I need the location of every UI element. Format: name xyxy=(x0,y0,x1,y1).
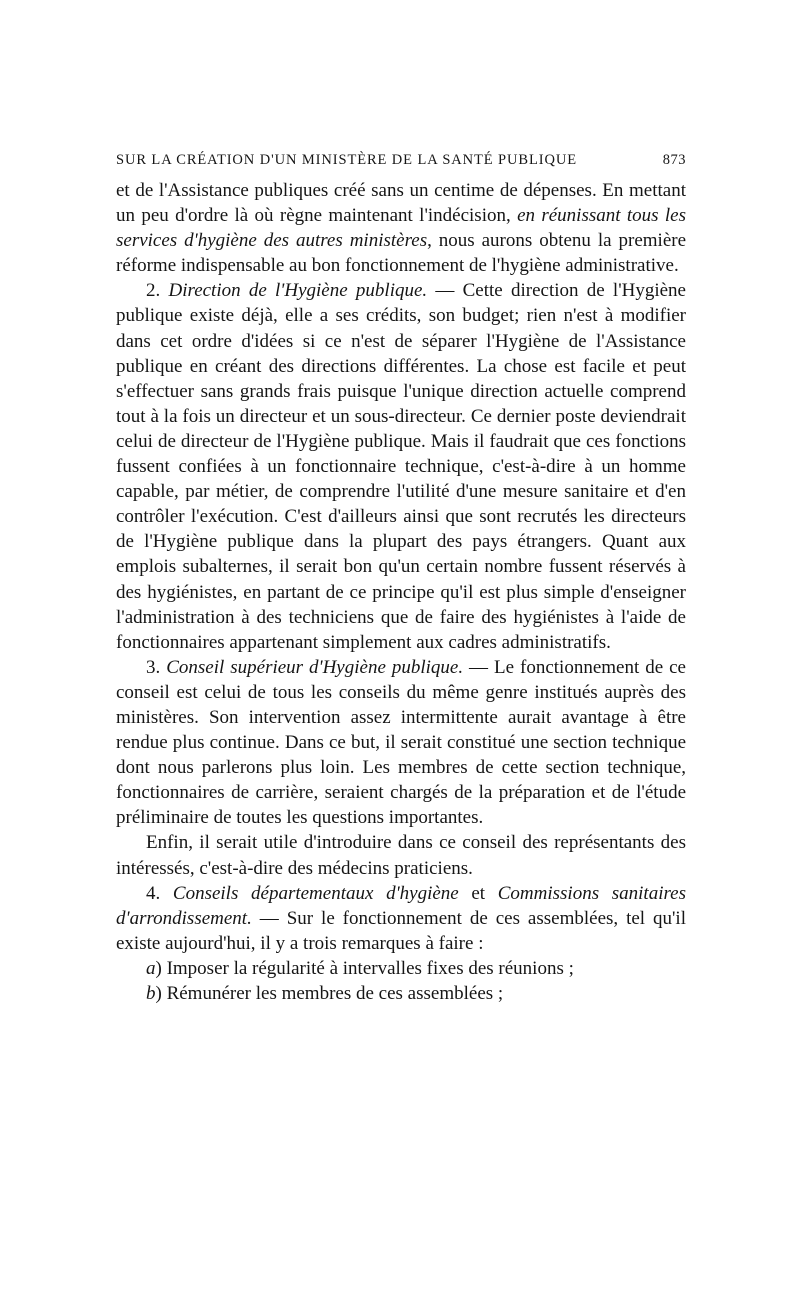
section-number-3: 3. xyxy=(146,656,167,678)
paragraph-1-text: et de l'Assistance publiques créé sans un centime de dépenses. En mettant un peu d'ordre là où règne maintenant l'indécision, xyxy=(116,180,686,227)
section-heading-direction-hygiene: Direction de l'Hygiène publique. xyxy=(168,280,428,302)
paragraph-conseil-superieur-text: — Le fonctionnement de ce conseil est celui de tous les conseils du même genre institués auprès des ministères. Son intervention assez intermittente aurait avantage à être rendue plus continue. Dans ce but, il serait constitué une section technique dont nous parlerons plus loin. Les membres de cette section technique, fonctionnaires de carrière, seraient chargés de la préparation et de l'étude préliminaire de toutes les questions importantes. xyxy=(116,656,686,829)
paragraph-enfin xyxy=(116,830,686,880)
paragraph-1 xyxy=(116,178,686,278)
list-item-b: b) Rémunérer les membres de ces assemblées ; xyxy=(146,983,504,1004)
list-marker-b: b xyxy=(146,983,156,1004)
running-head xyxy=(116,148,686,178)
running-head-title: SUR LA CRÉATION D'UN MINISTÈRE DE LA SANTÉ PUBLIQUE xyxy=(116,152,577,168)
section-number-2: 2. xyxy=(146,280,169,302)
paragraph-conseils-departementaux xyxy=(116,881,686,956)
paragraph-enfin-text: Enfin, il serait utile d'introduire dans ce conseil des représentants des intéressés, c'est-à-dire des médecins praticiens. xyxy=(116,832,686,879)
paragraph-1-emphasis: en réunissant tous les services d'hygiène des autres ministères xyxy=(116,205,686,252)
paragraph-direction-hygiene-text: — Cette direction de l'Hygiène publique existe déjà, elle a ses crédits, son budget; rien n'est à modifier dans cet ordre d'idées si ce n'est de séparer l'Hygiène de l'Assistance publique en créant des directions différentes. La chose est facile et peut s'effectuer sans grands frais puisque l'unique direction actuelle comprend tout à la fois un directeur et un sous-directeur. Ce dernier poste deviendrait celui de directeur de l'Hygiène publique. Mais il faudrait que ces fonctions fussent confiées à un fonctionnaire technique, c'est-à-dire à un homme capable, par métier, de comprendre l'utilité d'une mesure sanitaire et d'en contrôler l'exécution. C'est d'ailleurs ainsi que sont recrutés les directeurs de l'Hygiène publique dans la plupart des pays étrangers. Quant aux emplois subalternes, il serait bon qu'un certain nombre fussent réservés à des hygiénistes, en partant de ce principe qu'il est plus simple d'enseigner l'administration à des techniciens que de faire des hygiénistes à l'aide de fonctionnaires appartenant simplement aux cadres administratifs. xyxy=(116,280,686,653)
section-heading-conseil-superieur: Conseil supérieur d'Hygiène publique. xyxy=(166,656,464,678)
page-number: 873 xyxy=(662,152,686,168)
book-page xyxy=(116,148,686,1006)
paragraph-direction-hygiene xyxy=(116,278,686,654)
paragraph-conseils-text: et xyxy=(458,882,498,904)
list-marker-a: a xyxy=(146,957,156,979)
body-text xyxy=(116,178,686,1006)
list-item-a-text: Imposer la régularité à intervalles fixes des réunions ; xyxy=(166,957,574,979)
paragraph-conseil-superieur xyxy=(116,655,686,831)
section-heading-conseils-departementaux: Conseils départementaux d'hygiène xyxy=(172,882,459,904)
section-heading-commissions-sanitaires: Commissions sanitaires d'arrondissement. xyxy=(116,882,687,929)
list-item-a: a) Imposer la régularité à intervalles fixes des réunions ; xyxy=(146,957,574,979)
paragraph-1-text-end: , nous aurons obtenu la première réforme indispensable au bon fonctionnement de l'hygiène administrative. xyxy=(116,230,687,277)
section-number-4: 4. xyxy=(146,882,173,904)
list-item-b-text: Rémunérer les membres de ces assemblées ; xyxy=(166,983,504,1004)
paragraph-conseils-text-end: — Sur le fonctionnement de ces assemblées, tel qu'il existe aujourd'hui, il y a trois remarques à faire : xyxy=(116,907,686,954)
